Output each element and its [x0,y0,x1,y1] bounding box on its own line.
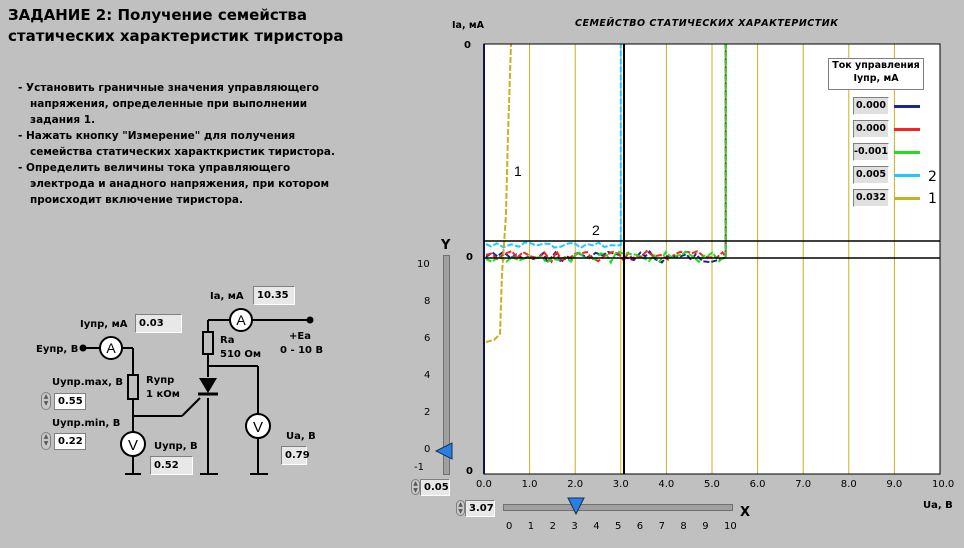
rupr-value: 1 кОм [146,389,180,400]
instruction-item: - Определить величины тока управляющего электрода и анадного напряжения, при котором происходит включение тиристора. [18,162,330,206]
y-tick-mid: 0 [466,252,473,263]
y-slider-tick: 0 [424,443,431,455]
x-slider-tick: 9 [702,521,709,532]
instruction-item: - Нажать кнопку "Измерение" для получения семейства статических характкристик тиристора. [18,130,335,158]
x-tick-label: 0.0 [476,479,492,490]
y-value-input[interactable]: 0.05 [420,479,450,496]
x-slider-tick: 0 [506,521,513,532]
x-slider-thumb[interactable] [568,498,584,516]
graph-ylabel: Ia, мА [452,20,484,31]
iupr-indicator: 0.03 [135,314,182,333]
x-slider-tick: 6 [636,521,644,532]
voltmeter-ua-symbol: V [252,419,264,436]
curve-annotation-1: 1 [514,163,522,179]
ra-label: Ra [220,335,235,346]
uupr-min-label: Uупр.min, В [52,418,121,429]
legend-swatch [894,174,920,177]
legend-swatch [894,105,920,108]
ra-value: 510 Ом [220,349,262,360]
uupr-max-spinner[interactable]: ▲ ▼ [41,392,51,410]
legend-value: 0.000 [853,120,889,138]
x-slider-tick: 2 [549,521,556,532]
uupr-max-input[interactable]: 0.55 [54,393,86,410]
rupr-label: Rупр [146,375,175,386]
legend-swatch [894,151,920,154]
ia-label: Ia, мА [210,291,244,302]
uupr-indicator: 0.52 [150,456,193,475]
instructions-list [18,80,348,208]
y-tick-bottom: 0 [466,466,473,477]
x-slider-tick: 1 [527,521,535,532]
page-title [8,5,428,47]
ua-indicator: 0.79 [281,446,307,465]
instruction-item: - Установить граничные значения управляющего напряжения, определенные при выполнении задания 1. [18,82,319,126]
graph-xlabel: Ua, В [923,500,953,511]
y-slider-label: Y [441,238,451,253]
x-slider-tick: 8 [680,521,687,532]
y-slider-thumb[interactable] [436,443,454,459]
ea-terminal [307,317,314,324]
eupr-label: Еупр, В [36,344,79,355]
x-tick-label: 4.0 [658,479,675,490]
x-slider-tick: 7 [658,521,665,532]
y-slider-tick: -1 [414,462,424,473]
x-tick-label: 1.0 [521,479,538,490]
legend-annotation-2: 2 [928,169,937,185]
iupr-label: Iупр, мА [80,319,128,330]
y-slider-tick: 10 [417,259,430,270]
x-slider-label: X [740,505,751,520]
x-value-spinner[interactable]: ▲ ▼ [456,500,465,516]
thyristor-symbol [199,378,217,393]
title-line-2: статических характеристик тиристора [8,27,344,45]
x-tick-label: 2.0 [567,479,584,490]
ua-label: Ua, В [286,431,316,442]
legend-title-line-1: Ток управления [832,60,920,71]
legend-value: -0.001 [853,143,889,161]
legend-swatch [894,197,920,200]
x-slider-tick: 10 [724,521,737,532]
x-tick-label: 10.0 [932,479,955,490]
uupr-label: Uупр, В [154,441,198,452]
legend-value: 0.005 [853,166,889,184]
uupr-min-spinner[interactable]: ▲ ▼ [41,432,51,450]
y-value-spinner[interactable]: ▲ ▼ [411,479,420,495]
x-tick-label: 8.0 [840,479,857,490]
x-tick-label: 6.0 [749,479,766,490]
y-tick-top: 0 [464,40,471,51]
uupr-max-label: Uупр.max, В [52,377,124,388]
y-slider-tick: 4 [424,369,431,381]
ammeter-ia-symbol: A [236,312,246,328]
legend-title-line-2: Iупр, мА [853,73,899,84]
x-slider-track[interactable] [503,504,733,511]
y-slider-tick: 8 [424,295,431,307]
voltmeter-uupr-symbol: V [127,437,139,454]
y-slider-tick: 2 [424,406,431,418]
x-tick-label: 7.0 [795,479,812,490]
ea-range: 0 - 10 В [280,345,324,356]
curve-annotation-2: 2 [592,222,600,238]
x-slider-tick: 5 [615,521,622,532]
x-tick-label: 3.0 [612,479,629,490]
x-tick-label: 9.0 [886,479,903,490]
legend-value: 0.032 [853,189,889,207]
x-tick-label: 5.0 [704,479,720,490]
ia-indicator: 10.35 [253,286,295,305]
x-value-input[interactable]: 3.07 [465,500,495,517]
legend-swatch [894,128,920,131]
ea-label: +Еа [289,331,311,342]
graph-title: СЕМЕЙСТВО СТАТИЧЕСКИХ ХАРАКТЕРИСТИК [575,18,839,29]
eupr-terminal [80,345,87,352]
legend-title [828,58,924,90]
legend-value: 0.000 [853,97,889,115]
y-slider-track[interactable] [443,255,450,475]
x-slider-tick: 3 [571,521,578,532]
uupr-min-input[interactable]: 0.22 [54,433,86,450]
title-line-1: ЗАДАНИЕ 2: Получение семейства [8,6,308,24]
legend-annotation-1: 1 [928,191,937,207]
ammeter-iupr-symbol: A [106,340,116,356]
x-slider-tick: 4 [593,521,600,532]
y-slider-tick: 6 [424,332,431,344]
